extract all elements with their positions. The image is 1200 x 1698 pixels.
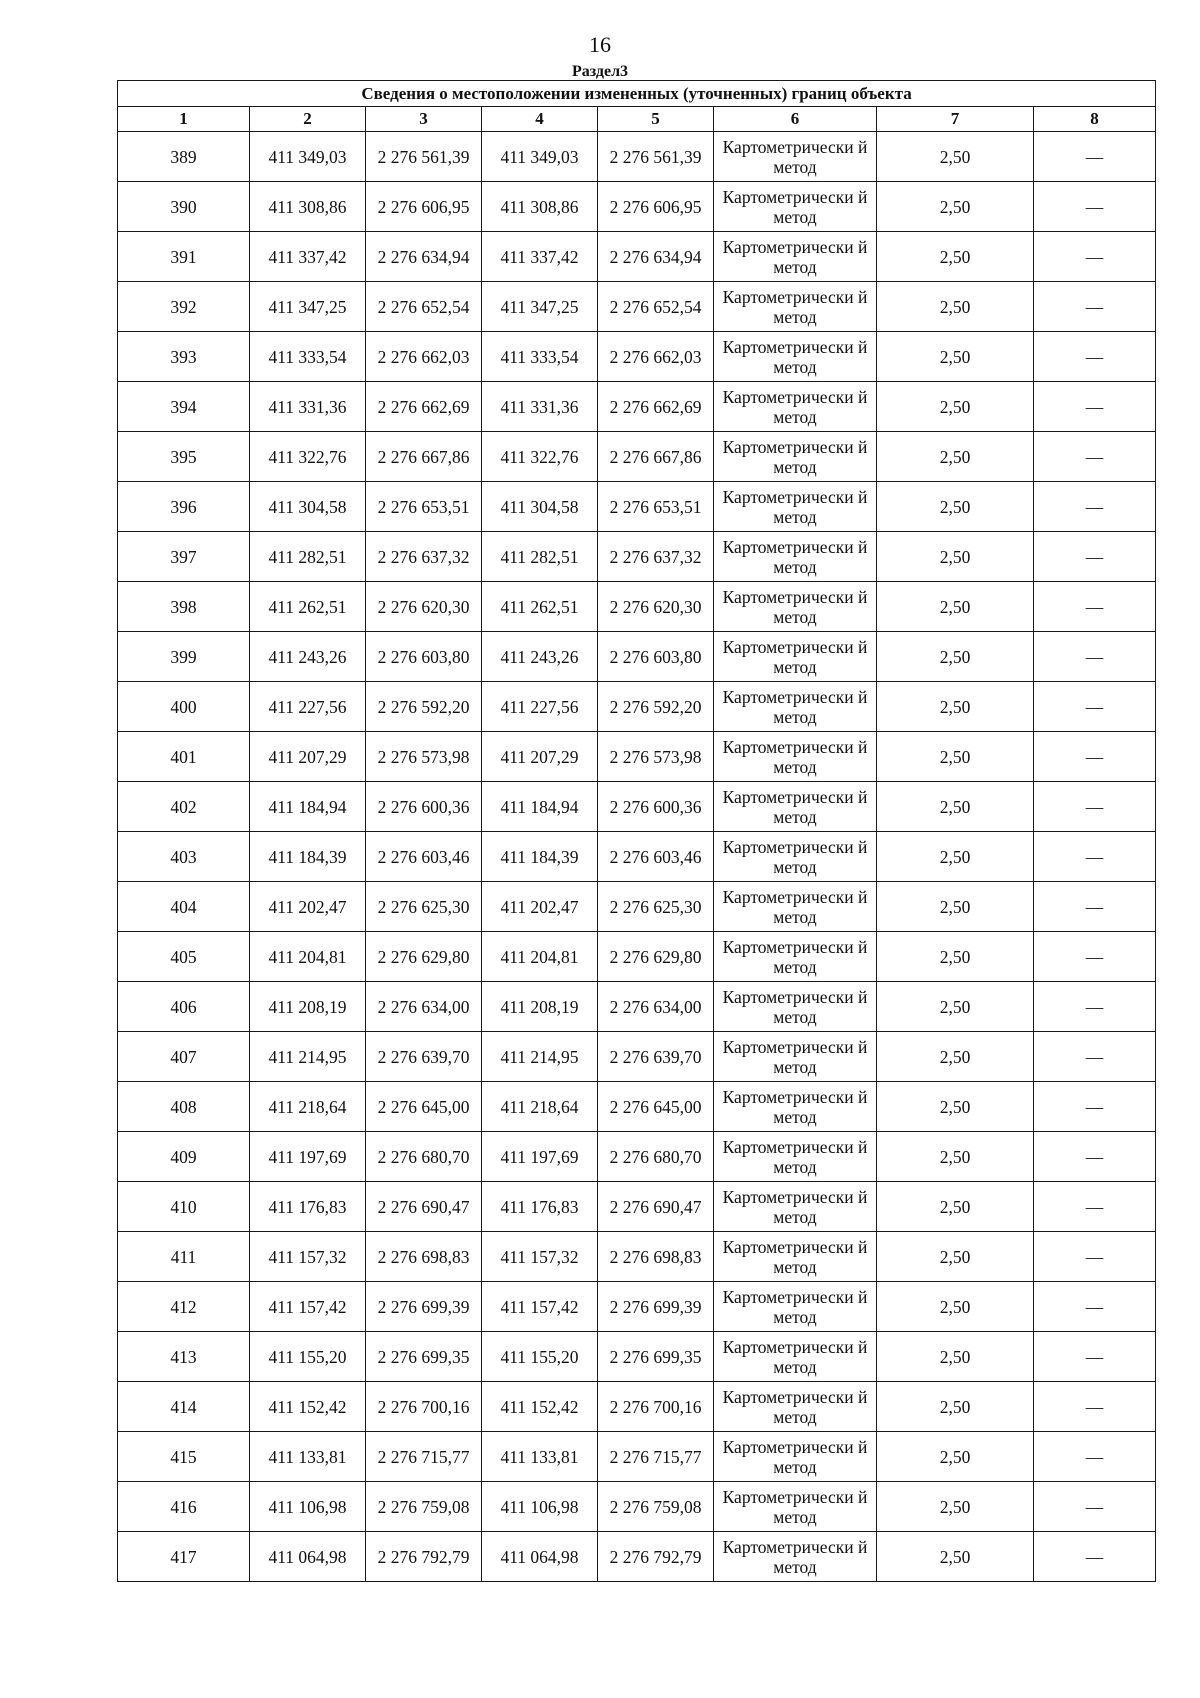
y-new-cell: 2 276 603,80 xyxy=(598,632,714,682)
y-new-cell: 2 276 653,51 xyxy=(598,482,714,532)
description-cell: — xyxy=(1034,382,1156,432)
precision-cell: 2,50 xyxy=(877,1132,1034,1182)
precision-cell: 2,50 xyxy=(877,682,1034,732)
x-new-cell: 411 218,64 xyxy=(482,1082,598,1132)
x-new-cell: 411 347,25 xyxy=(482,282,598,332)
point-number-cell: 408 xyxy=(118,1082,250,1132)
column-number: 8 xyxy=(1034,107,1156,132)
description-cell: — xyxy=(1034,232,1156,282)
y-old-cell: 2 276 759,08 xyxy=(366,1482,482,1532)
x-new-cell: 411 152,42 xyxy=(482,1382,598,1432)
precision-cell: 2,50 xyxy=(877,1482,1034,1532)
x-old-cell: 411 218,64 xyxy=(250,1082,366,1132)
point-number-cell: 417 xyxy=(118,1532,250,1582)
y-new-cell: 2 276 629,80 xyxy=(598,932,714,982)
precision-cell: 2,50 xyxy=(877,532,1034,582)
x-old-cell: 411 243,26 xyxy=(250,632,366,682)
y-old-cell: 2 276 680,70 xyxy=(366,1132,482,1182)
column-number: 3 xyxy=(366,107,482,132)
precision-cell: 2,50 xyxy=(877,232,1034,282)
table-row xyxy=(118,482,1156,532)
x-old-cell: 411 331,36 xyxy=(250,382,366,432)
method-cell: Картометрически й метод xyxy=(714,432,877,482)
description-cell: — xyxy=(1034,882,1156,932)
x-old-cell: 411 157,42 xyxy=(250,1282,366,1332)
description-cell: — xyxy=(1034,132,1156,182)
description-cell: — xyxy=(1034,1532,1156,1582)
y-new-cell: 2 276 652,54 xyxy=(598,282,714,332)
x-old-cell: 411 184,39 xyxy=(250,832,366,882)
y-old-cell: 2 276 662,69 xyxy=(366,382,482,432)
y-new-cell: 2 276 620,30 xyxy=(598,582,714,632)
x-new-cell: 411 133,81 xyxy=(482,1432,598,1482)
precision-cell: 2,50 xyxy=(877,482,1034,532)
precision-cell: 2,50 xyxy=(877,932,1034,982)
description-cell: — xyxy=(1034,732,1156,782)
table-row xyxy=(118,632,1156,682)
table-row xyxy=(118,332,1156,382)
y-old-cell: 2 276 561,39 xyxy=(366,132,482,182)
table-row xyxy=(118,932,1156,982)
x-old-cell: 411 208,19 xyxy=(250,982,366,1032)
x-old-cell: 411 347,25 xyxy=(250,282,366,332)
table-row xyxy=(118,1082,1156,1132)
description-cell: — xyxy=(1034,1182,1156,1232)
precision-cell: 2,50 xyxy=(877,332,1034,382)
point-number-cell: 395 xyxy=(118,432,250,482)
y-old-cell: 2 276 690,47 xyxy=(366,1182,482,1232)
method-cell: Картометрически й метод xyxy=(714,782,877,832)
y-old-cell: 2 276 653,51 xyxy=(366,482,482,532)
description-cell: — xyxy=(1034,682,1156,732)
table-row xyxy=(118,1532,1156,1582)
y-old-cell: 2 276 625,30 xyxy=(366,882,482,932)
y-old-cell: 2 276 600,36 xyxy=(366,782,482,832)
column-number: 1 xyxy=(118,107,250,132)
precision-cell: 2,50 xyxy=(877,1332,1034,1382)
point-number-cell: 390 xyxy=(118,182,250,232)
description-cell: — xyxy=(1034,832,1156,882)
x-old-cell: 411 157,32 xyxy=(250,1232,366,1282)
x-old-cell: 411 064,98 xyxy=(250,1532,366,1582)
x-new-cell: 411 349,03 xyxy=(482,132,598,182)
description-cell: — xyxy=(1034,1032,1156,1082)
y-new-cell: 2 276 662,03 xyxy=(598,332,714,382)
y-old-cell: 2 276 592,20 xyxy=(366,682,482,732)
point-number-cell: 399 xyxy=(118,632,250,682)
table-row xyxy=(118,282,1156,332)
method-cell: Картометрически й метод xyxy=(714,1032,877,1082)
column-number: 7 xyxy=(877,107,1034,132)
precision-cell: 2,50 xyxy=(877,632,1034,682)
y-old-cell: 2 276 637,32 xyxy=(366,532,482,582)
precision-cell: 2,50 xyxy=(877,1382,1034,1432)
precision-cell: 2,50 xyxy=(877,982,1034,1032)
y-old-cell: 2 276 603,46 xyxy=(366,832,482,882)
method-cell: Картометрически й метод xyxy=(714,1132,877,1182)
column-number: 2 xyxy=(250,107,366,132)
table-row xyxy=(118,982,1156,1032)
point-number-cell: 403 xyxy=(118,832,250,882)
point-number-cell: 415 xyxy=(118,1432,250,1482)
column-number: 6 xyxy=(714,107,877,132)
method-cell: Картометрически й метод xyxy=(714,682,877,732)
precision-cell: 2,50 xyxy=(877,882,1034,932)
boundary-table xyxy=(117,80,1156,1582)
description-cell: — xyxy=(1034,1082,1156,1132)
precision-cell: 2,50 xyxy=(877,732,1034,782)
method-cell: Картометрически й метод xyxy=(714,1532,877,1582)
y-old-cell: 2 276 699,35 xyxy=(366,1332,482,1382)
table-row xyxy=(118,1232,1156,1282)
y-old-cell: 2 276 662,03 xyxy=(366,332,482,382)
y-old-cell: 2 276 620,30 xyxy=(366,582,482,632)
description-cell: — xyxy=(1034,1482,1156,1532)
x-old-cell: 411 227,56 xyxy=(250,682,366,732)
table-row xyxy=(118,132,1156,182)
description-cell: — xyxy=(1034,1232,1156,1282)
point-number-cell: 412 xyxy=(118,1282,250,1332)
x-new-cell: 411 331,36 xyxy=(482,382,598,432)
x-old-cell: 411 304,58 xyxy=(250,482,366,532)
precision-cell: 2,50 xyxy=(877,782,1034,832)
x-old-cell: 411 322,76 xyxy=(250,432,366,482)
method-cell: Картометрически й метод xyxy=(714,132,877,182)
x-new-cell: 411 243,26 xyxy=(482,632,598,682)
x-old-cell: 411 207,29 xyxy=(250,732,366,782)
x-new-cell: 411 176,83 xyxy=(482,1182,598,1232)
x-old-cell: 411 308,86 xyxy=(250,182,366,232)
precision-cell: 2,50 xyxy=(877,1432,1034,1482)
x-new-cell: 411 304,58 xyxy=(482,482,598,532)
point-number-cell: 413 xyxy=(118,1332,250,1382)
x-old-cell: 411 349,03 xyxy=(250,132,366,182)
precision-cell: 2,50 xyxy=(877,1282,1034,1332)
y-new-cell: 2 276 715,77 xyxy=(598,1432,714,1482)
table-row xyxy=(118,432,1156,482)
section-title: Раздел3 xyxy=(571,63,629,80)
x-old-cell: 411 202,47 xyxy=(250,882,366,932)
precision-cell: 2,50 xyxy=(877,832,1034,882)
point-number-cell: 397 xyxy=(118,532,250,582)
y-new-cell: 2 276 699,39 xyxy=(598,1282,714,1332)
method-cell: Картометрически й метод xyxy=(714,532,877,582)
x-new-cell: 411 337,42 xyxy=(482,232,598,282)
y-new-cell: 2 276 637,32 xyxy=(598,532,714,582)
table-row xyxy=(118,382,1156,432)
method-cell: Картометрически й метод xyxy=(714,1432,877,1482)
x-old-cell: 411 197,69 xyxy=(250,1132,366,1182)
method-cell: Картометрически й метод xyxy=(714,482,877,532)
method-cell: Картометрически й метод xyxy=(714,1332,877,1382)
y-old-cell: 2 276 606,95 xyxy=(366,182,482,232)
y-old-cell: 2 276 629,80 xyxy=(366,932,482,982)
table-row xyxy=(118,1432,1156,1482)
description-cell: — xyxy=(1034,182,1156,232)
description-cell: — xyxy=(1034,582,1156,632)
method-cell: Картометрически й метод xyxy=(714,832,877,882)
column-number: 5 xyxy=(598,107,714,132)
x-new-cell: 411 333,54 xyxy=(482,332,598,382)
point-number-cell: 409 xyxy=(118,1132,250,1182)
table-row xyxy=(118,232,1156,282)
x-old-cell: 411 176,83 xyxy=(250,1182,366,1232)
x-old-cell: 411 152,42 xyxy=(250,1382,366,1432)
column-number-row xyxy=(118,107,1156,132)
description-cell: — xyxy=(1034,632,1156,682)
description-cell: — xyxy=(1034,332,1156,382)
method-cell: Картометрически й метод xyxy=(714,1282,877,1332)
y-new-cell: 2 276 592,20 xyxy=(598,682,714,732)
y-old-cell: 2 276 634,00 xyxy=(366,982,482,1032)
point-number-cell: 410 xyxy=(118,1182,250,1232)
method-cell: Картометрически й метод xyxy=(714,932,877,982)
method-cell: Картометрически й метод xyxy=(714,882,877,932)
y-new-cell: 2 276 573,98 xyxy=(598,732,714,782)
table-body xyxy=(118,132,1156,1582)
table-row xyxy=(118,1332,1156,1382)
method-cell: Картометрически й метод xyxy=(714,332,877,382)
point-number-cell: 394 xyxy=(118,382,250,432)
x-new-cell: 411 155,20 xyxy=(482,1332,598,1382)
y-new-cell: 2 276 698,83 xyxy=(598,1232,714,1282)
x-new-cell: 411 106,98 xyxy=(482,1482,598,1532)
table-row xyxy=(118,682,1156,732)
description-cell: — xyxy=(1034,532,1156,582)
point-number-cell: 407 xyxy=(118,1032,250,1082)
method-cell: Картометрически й метод xyxy=(714,382,877,432)
method-cell: Картометрически й метод xyxy=(714,232,877,282)
y-new-cell: 2 276 699,35 xyxy=(598,1332,714,1382)
x-new-cell: 411 184,39 xyxy=(482,832,598,882)
table-row xyxy=(118,1132,1156,1182)
x-new-cell: 411 184,94 xyxy=(482,782,598,832)
x-new-cell: 411 204,81 xyxy=(482,932,598,982)
point-number-cell: 402 xyxy=(118,782,250,832)
method-cell: Картометрически й метод xyxy=(714,732,877,782)
precision-cell: 2,50 xyxy=(877,1182,1034,1232)
point-number-cell: 389 xyxy=(118,132,250,182)
x-old-cell: 411 337,42 xyxy=(250,232,366,282)
precision-cell: 2,50 xyxy=(877,382,1034,432)
y-new-cell: 2 276 645,00 xyxy=(598,1082,714,1132)
column-number: 4 xyxy=(482,107,598,132)
table-row xyxy=(118,832,1156,882)
x-new-cell: 411 157,32 xyxy=(482,1232,598,1282)
precision-cell: 2,50 xyxy=(877,282,1034,332)
y-old-cell: 2 276 639,70 xyxy=(366,1032,482,1082)
y-new-cell: 2 276 561,39 xyxy=(598,132,714,182)
x-new-cell: 411 197,69 xyxy=(482,1132,598,1182)
precision-cell: 2,50 xyxy=(877,1032,1034,1082)
x-old-cell: 411 282,51 xyxy=(250,532,366,582)
description-cell: — xyxy=(1034,1132,1156,1182)
x-old-cell: 411 184,94 xyxy=(250,782,366,832)
precision-cell: 2,50 xyxy=(877,432,1034,482)
y-old-cell: 2 276 699,39 xyxy=(366,1282,482,1332)
y-new-cell: 2 276 759,08 xyxy=(598,1482,714,1532)
method-cell: Картометрически й метод xyxy=(714,1232,877,1282)
description-cell: — xyxy=(1034,1382,1156,1432)
y-new-cell: 2 276 700,16 xyxy=(598,1382,714,1432)
x-old-cell: 411 204,81 xyxy=(250,932,366,982)
y-old-cell: 2 276 700,16 xyxy=(366,1382,482,1432)
precision-cell: 2,50 xyxy=(877,1082,1034,1132)
method-cell: Картометрически й метод xyxy=(714,1182,877,1232)
point-number-cell: 401 xyxy=(118,732,250,782)
x-new-cell: 411 202,47 xyxy=(482,882,598,932)
x-new-cell: 411 322,76 xyxy=(482,432,598,482)
description-cell: — xyxy=(1034,782,1156,832)
table-row xyxy=(118,732,1156,782)
y-old-cell: 2 276 573,98 xyxy=(366,732,482,782)
point-number-cell: 396 xyxy=(118,482,250,532)
point-number-cell: 405 xyxy=(118,932,250,982)
description-cell: — xyxy=(1034,482,1156,532)
table-row xyxy=(118,1382,1156,1432)
x-old-cell: 411 214,95 xyxy=(250,1032,366,1082)
y-new-cell: 2 276 600,36 xyxy=(598,782,714,832)
method-cell: Картометрически й метод xyxy=(714,582,877,632)
point-number-cell: 406 xyxy=(118,982,250,1032)
table-row xyxy=(118,1032,1156,1082)
y-old-cell: 2 276 645,00 xyxy=(366,1082,482,1132)
y-old-cell: 2 276 634,94 xyxy=(366,232,482,282)
x-new-cell: 411 214,95 xyxy=(482,1032,598,1082)
method-cell: Картометрически й метод xyxy=(714,632,877,682)
x-old-cell: 411 155,20 xyxy=(250,1332,366,1382)
method-cell: Картометрически й метод xyxy=(714,982,877,1032)
method-cell: Картометрически й метод xyxy=(714,1482,877,1532)
table-row xyxy=(118,1482,1156,1532)
y-old-cell: 2 276 603,80 xyxy=(366,632,482,682)
description-cell: — xyxy=(1034,1282,1156,1332)
precision-cell: 2,50 xyxy=(877,1532,1034,1582)
y-new-cell: 2 276 792,79 xyxy=(598,1532,714,1582)
x-new-cell: 411 227,56 xyxy=(482,682,598,732)
x-old-cell: 411 106,98 xyxy=(250,1482,366,1532)
point-number-cell: 398 xyxy=(118,582,250,632)
point-number-cell: 416 xyxy=(118,1482,250,1532)
description-cell: — xyxy=(1034,1432,1156,1482)
page-number: 16 xyxy=(589,32,611,57)
y-new-cell: 2 276 634,00 xyxy=(598,982,714,1032)
method-cell: Картометрически й метод xyxy=(714,1382,877,1432)
x-old-cell: 411 333,54 xyxy=(250,332,366,382)
y-new-cell: 2 276 690,47 xyxy=(598,1182,714,1232)
precision-cell: 2,50 xyxy=(877,182,1034,232)
description-cell: — xyxy=(1034,282,1156,332)
point-number-cell: 393 xyxy=(118,332,250,382)
table-row xyxy=(118,882,1156,932)
x-new-cell: 411 064,98 xyxy=(482,1532,598,1582)
y-old-cell: 2 276 652,54 xyxy=(366,282,482,332)
x-new-cell: 411 282,51 xyxy=(482,532,598,582)
y-new-cell: 2 276 680,70 xyxy=(598,1132,714,1182)
table-row xyxy=(118,532,1156,582)
y-new-cell: 2 276 603,46 xyxy=(598,832,714,882)
method-cell: Картометрически й метод xyxy=(714,282,877,332)
x-new-cell: 411 262,51 xyxy=(482,582,598,632)
point-number-cell: 391 xyxy=(118,232,250,282)
x-new-cell: 411 308,86 xyxy=(482,182,598,232)
y-new-cell: 2 276 667,86 xyxy=(598,432,714,482)
y-new-cell: 2 276 625,30 xyxy=(598,882,714,932)
x-new-cell: 411 157,42 xyxy=(482,1282,598,1332)
description-cell: — xyxy=(1034,982,1156,1032)
point-number-cell: 392 xyxy=(118,282,250,332)
y-new-cell: 2 276 639,70 xyxy=(598,1032,714,1082)
description-cell: — xyxy=(1034,1332,1156,1382)
description-cell: — xyxy=(1034,932,1156,982)
y-new-cell: 2 276 606,95 xyxy=(598,182,714,232)
y-new-cell: 2 276 634,94 xyxy=(598,232,714,282)
method-cell: Картометрически й метод xyxy=(714,182,877,232)
x-new-cell: 411 208,19 xyxy=(482,982,598,1032)
precision-cell: 2,50 xyxy=(877,132,1034,182)
x-old-cell: 411 262,51 xyxy=(250,582,366,632)
table-row xyxy=(118,782,1156,832)
point-number-cell: 400 xyxy=(118,682,250,732)
table-title: Сведения о местоположении измененных (уточненных) границ объекта xyxy=(118,81,1156,107)
table-row xyxy=(118,582,1156,632)
point-number-cell: 404 xyxy=(118,882,250,932)
method-cell: Картометрически й метод xyxy=(714,1082,877,1132)
description-cell: — xyxy=(1034,432,1156,482)
y-old-cell: 2 276 792,79 xyxy=(366,1532,482,1582)
table-row xyxy=(118,182,1156,232)
point-number-cell: 414 xyxy=(118,1382,250,1432)
y-old-cell: 2 276 715,77 xyxy=(366,1432,482,1482)
x-old-cell: 411 133,81 xyxy=(250,1432,366,1482)
x-new-cell: 411 207,29 xyxy=(482,732,598,782)
point-number-cell: 411 xyxy=(118,1232,250,1282)
precision-cell: 2,50 xyxy=(877,1232,1034,1282)
y-old-cell: 2 276 667,86 xyxy=(366,432,482,482)
table-row xyxy=(118,1182,1156,1232)
table-row xyxy=(118,1282,1156,1332)
y-new-cell: 2 276 662,69 xyxy=(598,382,714,432)
y-old-cell: 2 276 698,83 xyxy=(366,1232,482,1282)
precision-cell: 2,50 xyxy=(877,582,1034,632)
